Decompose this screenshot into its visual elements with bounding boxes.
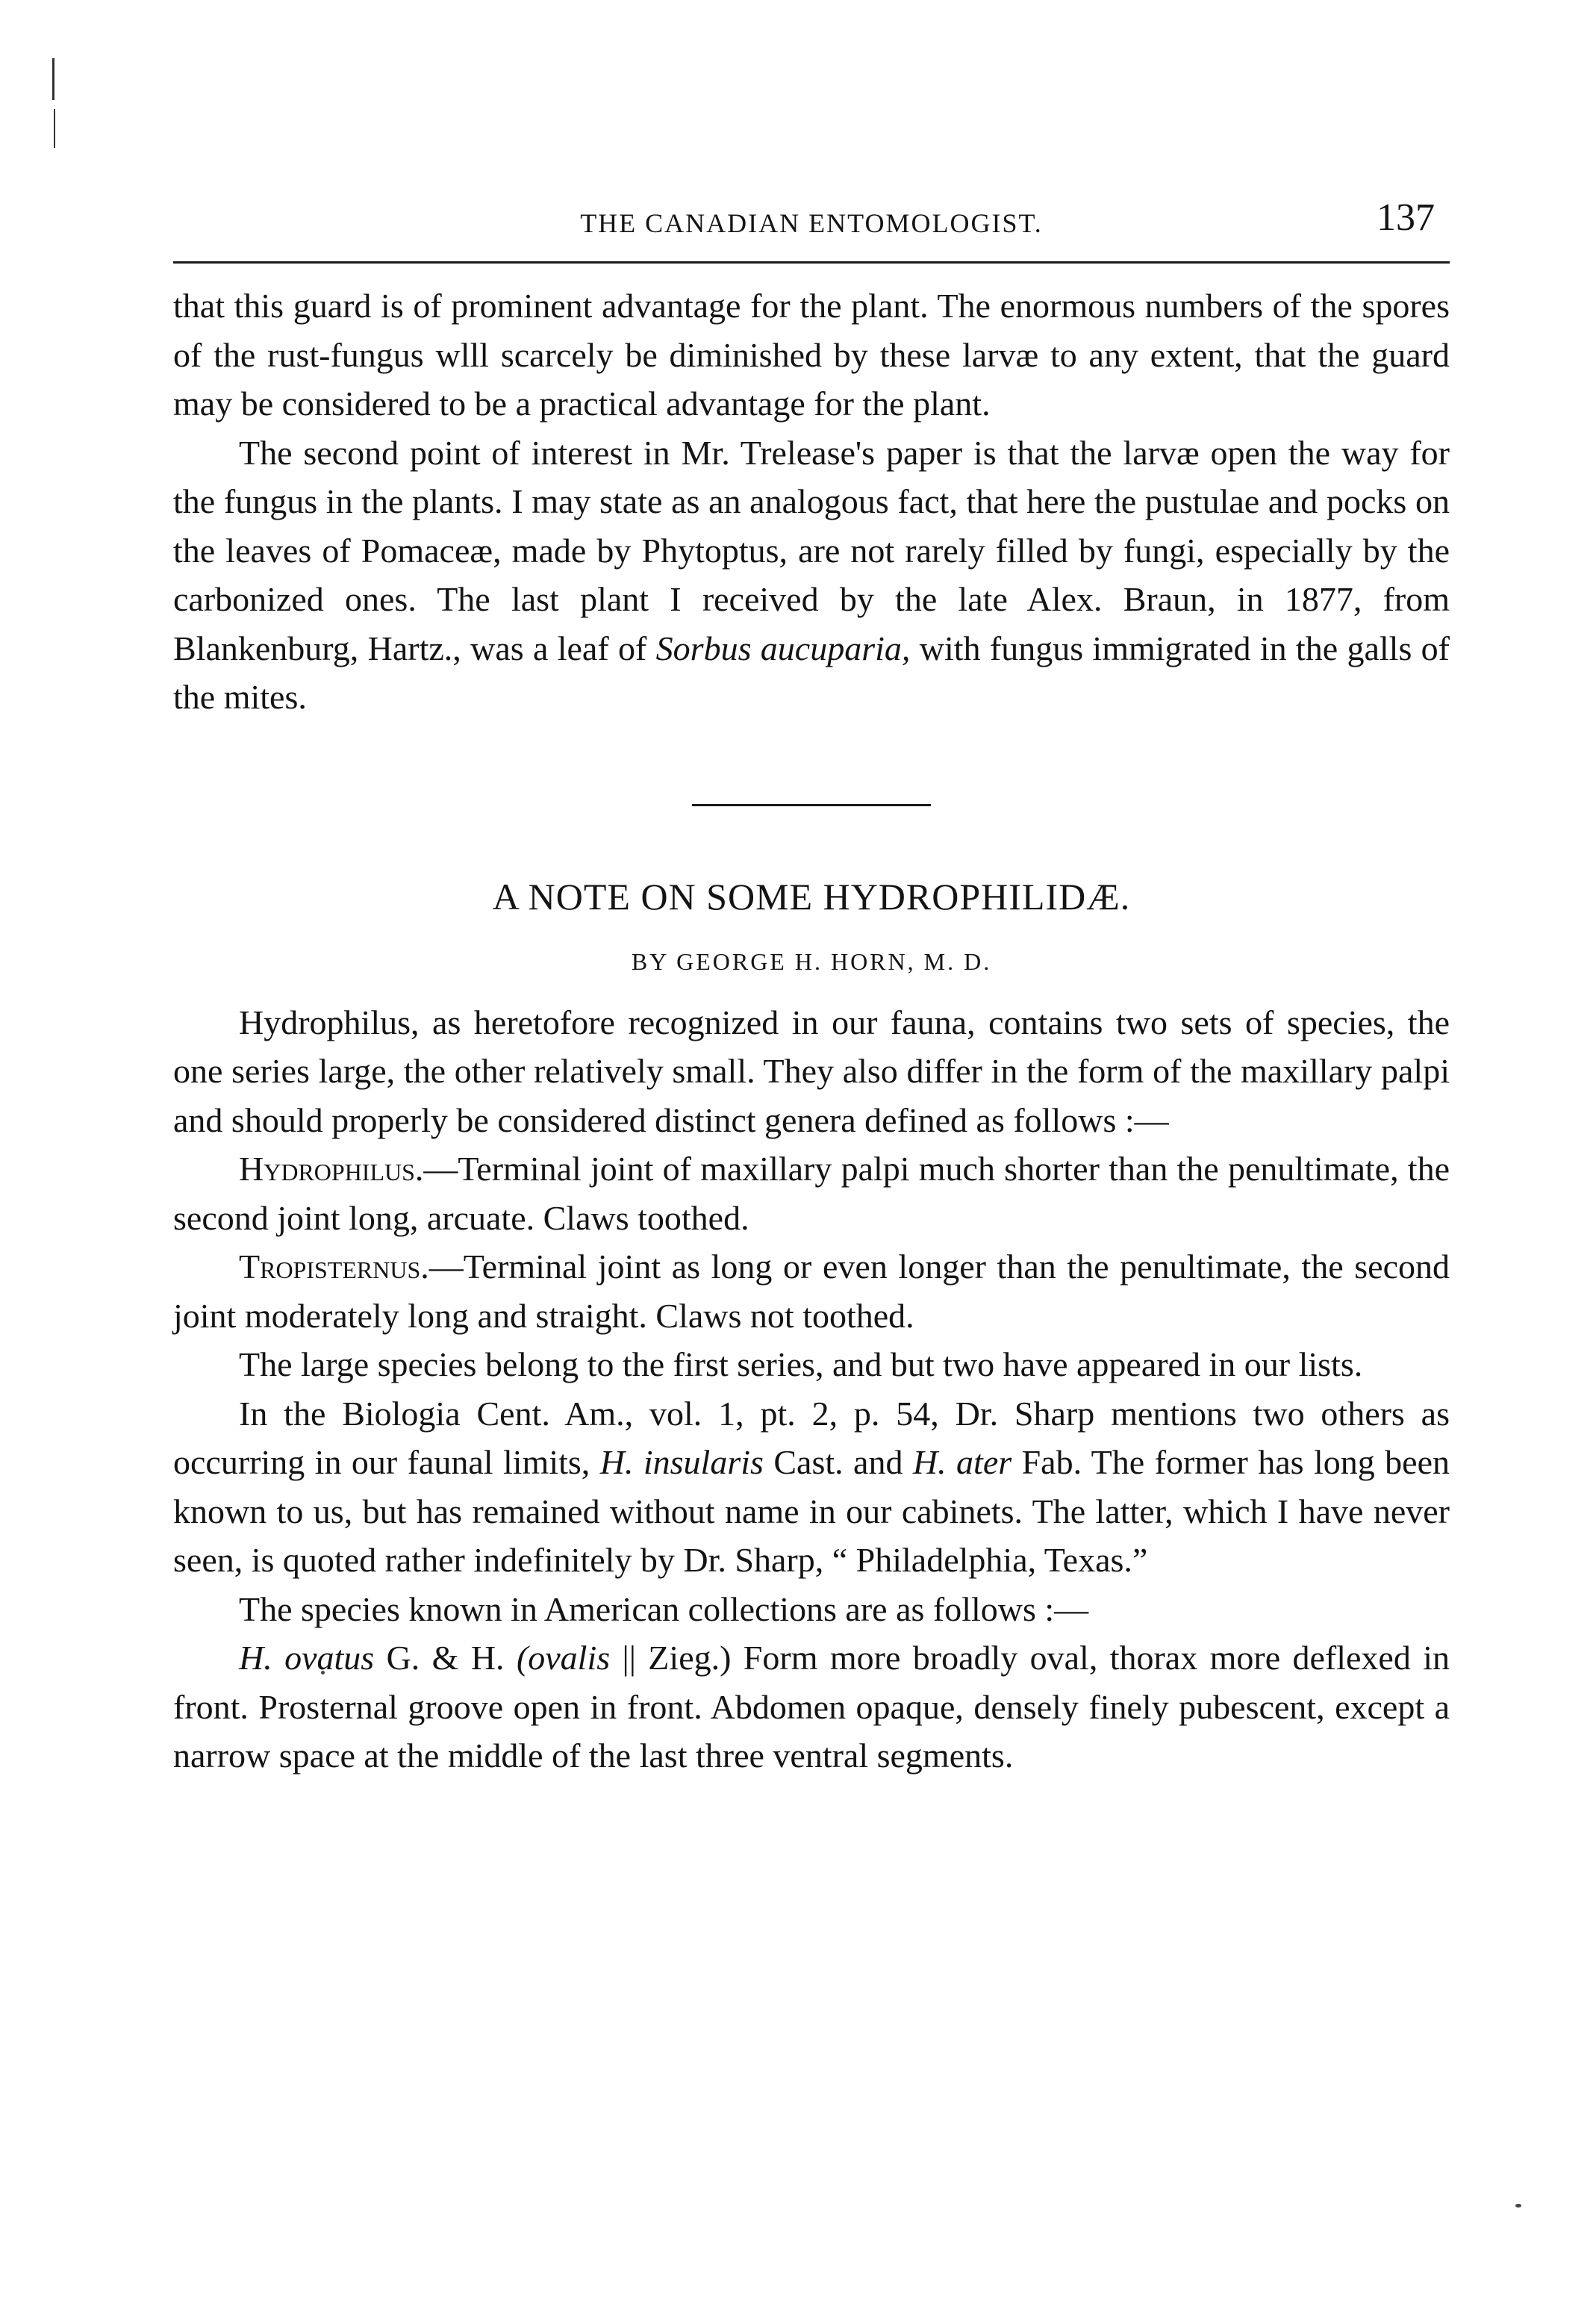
genus-name: Hydrophilus. — [239, 1150, 424, 1188]
continued-article — [173, 281, 1450, 722]
text-run: || Zieg.) Form more broadly oval, thorax more deflexed in front. Prosternal groove open in front. Abdomen opaque, densely finely pubescent, except a narrow space at the middle of the last three ventral segments. — [173, 1639, 1450, 1775]
species-name: Sorbus aucuparia, — [655, 629, 911, 667]
paragraph: The large species belong to the first series, and but two have appeared in our lists. — [239, 1345, 1363, 1383]
text-run: G. & H. — [374, 1639, 517, 1677]
page — [173, 187, 1450, 1780]
genus-name: Tropisternus. — [239, 1247, 429, 1286]
species-name: H. ater — [912, 1443, 1012, 1481]
paragraph: that this guard is of prominent advantage for the plant. The enormous numbers of the spores of the rust-fungus wlll scarcely be diminished by these larvæ to any extent, that the guard may be considered to be a practical advantage for the plant. — [173, 287, 1450, 423]
article — [173, 875, 1450, 1780]
scan-speck — [1515, 2204, 1521, 2208]
scan-margin-mark — [52, 58, 54, 100]
paragraph: Hydrophilus, as heretofore recognized in our fauna, contains two sets of species, the one series large, the other relatively small. They also differ in the form of the maxillary palpi and should properly be considered distinct genera defined as follows :— — [173, 1003, 1450, 1139]
species-name: H. insularis — [599, 1443, 764, 1481]
running-title: THE CANADIAN ENTOMOLOGIST. — [580, 208, 1043, 238]
running-head — [173, 187, 1450, 246]
text-run: —Terminal joint as long or even longer than the penultimate, the second joint moderately long and straight. Claws not toothed. — [173, 1247, 1450, 1335]
article-title: A NOTE ON SOME HYDROPHILIDÆ. — [492, 875, 1131, 917]
text-run: In the Biologia Cent. Am., vol. 1, pt. 2, p. 54, Dr. Sharp mentions two others as occurring in our faunal limits, — [173, 1394, 1450, 1481]
paragraph — [173, 1242, 1450, 1340]
paragraph — [173, 1389, 1450, 1585]
synonym-name: (ovalis — [516, 1639, 611, 1677]
byline: BY GEORGE H. HORN, M. D. — [631, 947, 992, 975]
text-run: Cast. and — [763, 1443, 913, 1481]
paragraph — [173, 429, 1450, 722]
species-name: H. ovatus — [239, 1639, 375, 1677]
text-run: —Terminal joint of maxillary palpi much shorter than the penultimate, the second joint long, arcuate. Claws toothed. — [173, 1150, 1450, 1237]
paragraph — [173, 1633, 1450, 1780]
text-run: Fab. The former has long been known to us, but has remained without name in our cabinets. The latter, which I have never seen, is quoted rather indefinitely by Dr. Sharp, “ Philadelphia, Texas.” — [173, 1443, 1450, 1579]
paragraph — [173, 1144, 1450, 1242]
scan-margin-mark — [54, 109, 55, 148]
text-run: The second point of interest in Mr. Trelease's paper is that the larvæ open the way for the fungus in the plants. I may state as an analogous fact, that here the pustulae and pocks on the leaves of Pomaceæ, made by Phytoptus, are not rarely filled by fungi, especially by the carbonized ones. The last plant I received by the late Alex. Braun, in 1877, from Blankenburg, Hartz., was a leaf of — [173, 433, 1450, 667]
header-rule — [173, 261, 1450, 264]
section-separator — [692, 804, 931, 806]
page-number: 137 — [1377, 196, 1435, 239]
text-run: with fungus immigrated in the galls of the mites. — [173, 629, 1450, 716]
paragraph: The species known in American collections are as follows :— — [239, 1589, 1089, 1628]
